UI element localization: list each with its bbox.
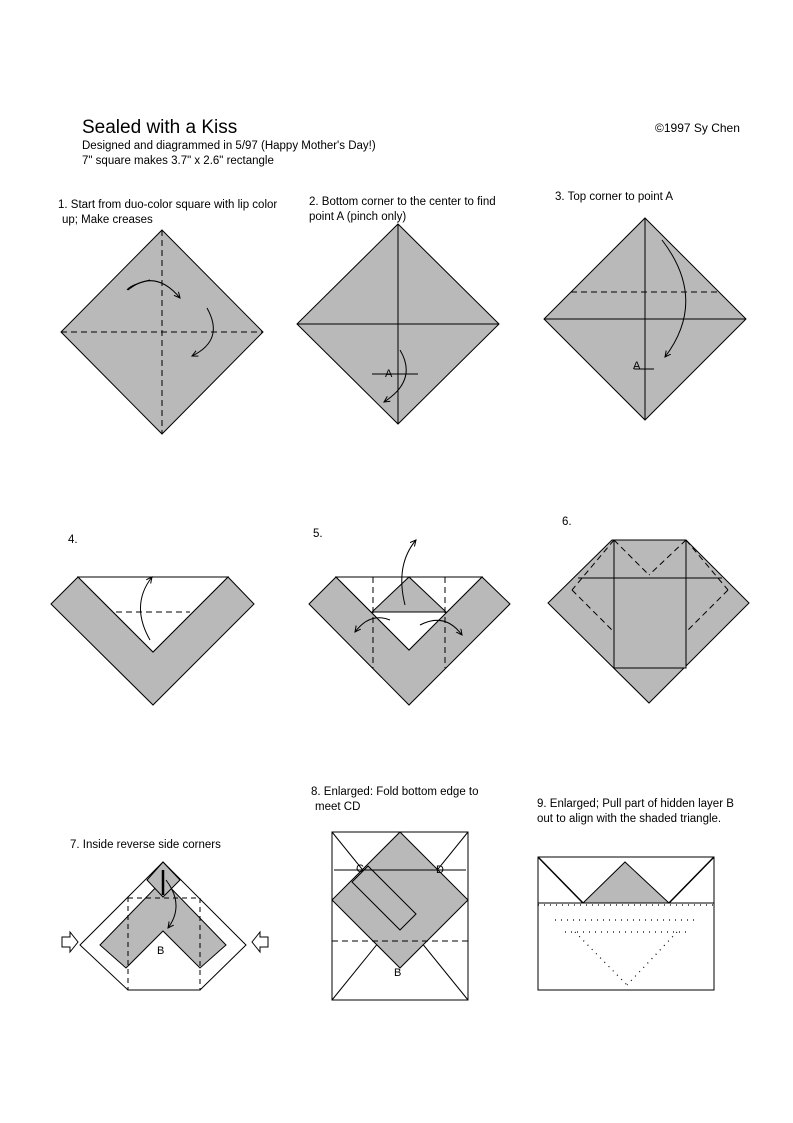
design-note: Designed and diagrammed in 5/97 (Happy Mother's Day!)	[82, 140, 376, 152]
size-note: 7" square makes 3.7" x 2.6" rectangle	[82, 155, 274, 167]
step-8-label-b: B	[394, 967, 402, 979]
step-2-label-a: A	[385, 368, 393, 380]
step-6-center-panel	[614, 540, 686, 668]
step-9-caption: 9. Enlarged; Pull part of hidden layer B out to align with the shaded triangle.	[537, 798, 734, 825]
step-6-caption: 6.	[562, 516, 572, 528]
step-5-figure	[309, 540, 510, 705]
step-7-figure	[62, 862, 268, 990]
step-8-caption: 8. Enlarged: Fold bottom edge to meet CD	[311, 786, 479, 813]
diagram-title: Sealed with a Kiss	[82, 117, 238, 138]
step-8-label-d: D	[436, 864, 444, 876]
step-3-caption: 3. Top corner to point A	[555, 191, 674, 203]
step-1-caption: 1. Start from duo-color square with lip color up; Make creases	[58, 199, 278, 226]
step-1-figure	[61, 230, 263, 434]
step-5-caption: 5.	[313, 528, 323, 540]
step-2-caption: 2. Bottom corner to the center to find point A (pinch only)	[309, 196, 496, 223]
step-8-figure	[332, 832, 468, 1000]
copyright-notice: ©1997 Sy Chen	[655, 121, 740, 135]
step-3-figure	[544, 218, 746, 420]
step-4-figure	[51, 577, 254, 705]
step-7-push-arrow-left	[62, 932, 78, 952]
step-6-figure	[548, 540, 749, 703]
step-8-label-c: C	[356, 863, 364, 875]
step-9-figure	[538, 857, 714, 990]
step-7-push-arrow-right	[252, 932, 268, 952]
step-7-caption: 7. Inside reverse side corners	[70, 839, 221, 851]
step-7-label-b: B	[157, 945, 165, 957]
step-3-label-a: A	[633, 360, 641, 372]
step-2-figure	[297, 224, 499, 424]
step-4-caption: 4.	[68, 534, 78, 546]
